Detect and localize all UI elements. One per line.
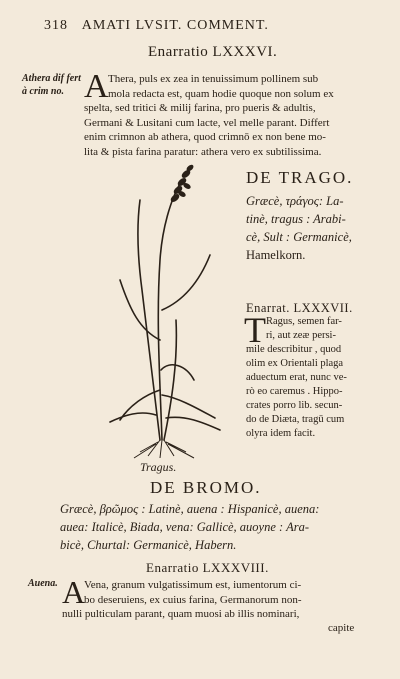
figure-caption: Tragus. xyxy=(140,460,177,474)
tragus-line: mile describitur , quod xyxy=(246,344,342,355)
tragus-line: aduectum erat, nunc ve- xyxy=(246,372,347,383)
drop-cap-t: T xyxy=(244,310,266,350)
de-bromo-heading: DE BROMO. xyxy=(150,478,262,497)
bromo-names-line: bicè, Churtal: Germanicè, Habern. xyxy=(60,538,237,552)
drop-cap-a: A xyxy=(84,68,109,105)
athera-line: enim crimnon ab athera, quod crimnō ex non bene mo- xyxy=(84,131,326,143)
enarratio-88-heading: Enarratio LXXXVIII. xyxy=(146,560,269,575)
tragus-line: Ragus, semen far- xyxy=(266,316,342,327)
athera-line: spelta, sed tritici & milij farina, pro pueris & adultis, xyxy=(84,102,316,114)
trago-names-line: Hamelkorn. xyxy=(246,248,306,262)
enarratio-86-heading: Enarratio LXXXVI. xyxy=(148,44,278,60)
tragus-line: olyra idem facit. xyxy=(246,428,316,439)
enarratio-87-heading: Enarrat. LXXXVII. xyxy=(246,301,353,315)
margin-note-auena: Auena. xyxy=(28,578,58,589)
athera-line: Thera, puls ex zea in tenuissimum pollinem sub xyxy=(108,73,319,85)
auena-line: nulli pulticulam parant, quam muosi ab illis nominari, xyxy=(62,608,300,620)
trago-names-line: Græcè, τράγος: La- xyxy=(246,194,344,208)
tragus-line: do de Diæta, tragū cum xyxy=(246,414,345,425)
de-trago-heading: DE TRAGO. xyxy=(246,168,354,187)
margin-note-athera: Athera dif fert à crim no. xyxy=(22,73,81,97)
auena-line: bo deseruiens, ex cuius farina, Germanorum non- xyxy=(84,593,302,606)
athera-line: Germani & Lusitani cum lacte, vel melle parant. Differt xyxy=(84,116,330,129)
tragus-line: olim ex Orientali plaga xyxy=(246,358,344,369)
running-header xyxy=(44,18,269,34)
tragus-line: ri, aut zeæ persi- xyxy=(266,330,336,341)
page-number: 318 xyxy=(44,18,68,33)
running-title: AMATI LVSIT. COMMENT. xyxy=(81,18,269,33)
tragus-woodcut-illustration xyxy=(90,160,240,460)
bromo-names-line: Græcè, βρῶμος : Latinè, auena : Hispanicè, auena: xyxy=(60,502,320,516)
drop-cap-a: A xyxy=(62,574,86,610)
auena-line: Vena, granum vulgatissimum est, iumentorum ci- xyxy=(84,579,302,591)
tragus-line: rò eo caremus . Hippo- xyxy=(246,386,343,397)
bromo-names-line: auea: Italicè, Biada, vena: Gallicè, auoyne : Ara- xyxy=(60,520,309,534)
tragus-line: crates porro lib. secun- xyxy=(246,400,343,411)
athera-line: lita & pista farina paratur: athera vero ex subtilissima. xyxy=(84,145,322,158)
catchword: capite xyxy=(328,622,355,634)
trago-names-line: tinè, tragus : Arabi- xyxy=(246,212,346,226)
trago-names-line: cè, Sult : Germanicè, xyxy=(246,230,352,244)
athera-line: mola redacta est, quam hodie quoque non solum ex xyxy=(108,87,334,100)
